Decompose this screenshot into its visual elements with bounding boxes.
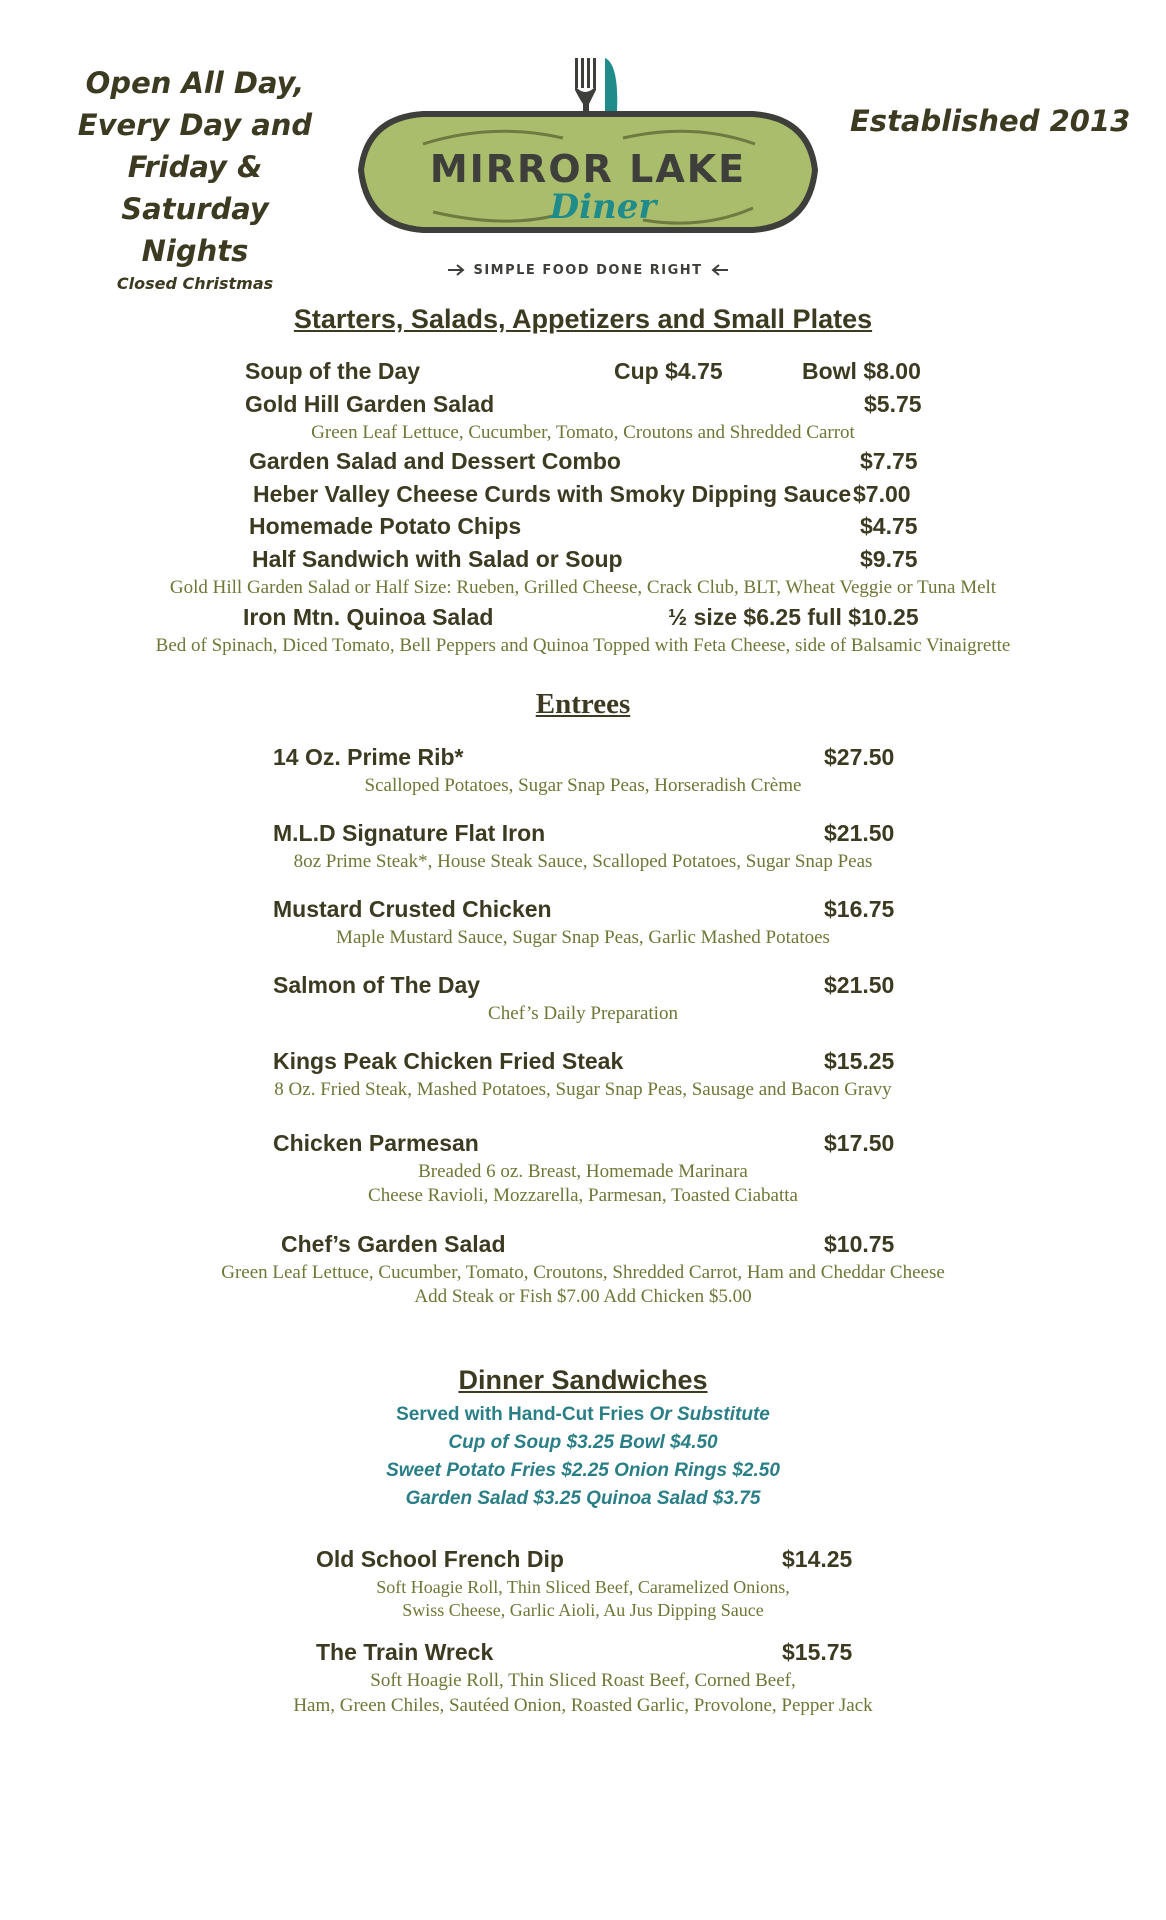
served-with-line [0,1404,1166,1426]
entree-name: Mustard Crusted Chicken [273,896,552,922]
entree-description: Maple Mustard Sauce, Sugar Snap Peas, Garlic Mashed Potatoes [336,927,830,948]
soup-bowl-price: Bowl $8.00 [802,358,921,384]
arrow-icon [713,265,728,275]
entree-name: Salmon of The Day [273,972,481,998]
item-price: $7.00 [853,481,911,507]
item-name: Garden Salad and Dessert Combo [249,448,621,474]
item-name: Half Sandwich with Salad or Soup [252,546,623,572]
entree-description: Cheese Ravioli, Mozzarella, Parmesan, Toasted Ciabatta [368,1185,798,1206]
item-description: Green Leaf Lettuce, Cucumber, Tomato, Croutons and Shredded Carrot [311,422,855,443]
entree-price: $17.50 [824,1130,895,1156]
sandwich-name: The Train Wreck [316,1639,494,1665]
sandwich-description: Ham, Green Chiles, Sautéed Onion, Roasted Garlic, Provolone, Pepper Jack [293,1695,873,1716]
served-with-text: Served with Hand-Cut Fries [396,1404,645,1425]
item-price: $9.75 [860,546,918,572]
entree-price: $21.50 [824,972,895,998]
entrees-title: Entrees [535,688,631,720]
sandwich-description: Swiss Cheese, Garlic Aioli, Au Jus Dipping Sauce [402,1600,764,1620]
entree-price: $10.75 [824,1231,895,1257]
hours-line: Every Day and [77,108,313,142]
entree-description: 8 Oz. Fried Steak, Mashed Potatoes, Sugar Snap Peas, Sausage and Bacon Gravy [274,1079,892,1100]
entree-description: Green Leaf Lettuce, Cucumber, Tomato, Croutons, Shredded Carrot, Ham and Cheddar Cheese [221,1262,945,1283]
logo-script: Diner [549,187,657,227]
entree-name: Chicken Parmesan [273,1130,479,1156]
substitute-option: Sweet Potato Fries $2.25 Onion Rings $2.50 [386,1460,780,1481]
soup-name: Soup of the Day [245,358,421,384]
sandwich-name: Old School French Dip [316,1546,564,1572]
sandwich-price: $15.75 [782,1639,853,1665]
entree-name: Kings Peak Chicken Fried Steak [273,1048,624,1074]
established-text: Established 2013 [850,104,1131,138]
entree-description: Breaded 6 oz. Breast, Homemade Marinara [418,1161,748,1182]
item-price: $7.75 [860,448,918,474]
entree-name: 14 Oz. Prime Rib* [273,744,464,770]
logo-name: MIRROR LAKE [429,147,747,191]
hours-line: Friday & [127,150,263,184]
mirror-lake-diner-logo [353,52,823,288]
entree-description: Add Steak or Fish $7.00 Add Chicken $5.00 [414,1286,752,1307]
sandwich-description: Soft Hoagie Roll, Thin Sliced Beef, Caramelized Onions, [376,1577,790,1597]
item-price: ½ size $6.25 full $10.25 [668,604,919,630]
arrow-icon [448,265,463,275]
entree-description: Chef’s Daily Preparation [488,1003,678,1024]
substitute-option: Cup of Soup $3.25 Bowl $4.50 [448,1432,718,1453]
logo-tagline: SIMPLE FOOD DONE RIGHT [473,263,703,278]
entree-description: 8oz Prime Steak*, House Steak Sauce, Scalloped Potatoes, Sugar Snap Peas [293,851,873,872]
sandwich-price: $14.25 [782,1546,853,1572]
hours-block [70,62,320,296]
or-substitute-text: Or Substitute [649,1404,770,1425]
entree-name: M.L.D Signature Flat Iron [273,820,546,846]
starters-title: Starters, Salads, Appetizers and Small Plates [293,304,873,334]
entree-price: $27.50 [824,744,895,770]
hours-line: Open All Day, [85,66,305,100]
entree-name: Chef’s Garden Salad [281,1231,506,1257]
entree-price: $15.25 [824,1048,895,1074]
closed-note: Closed Christmas [116,274,274,293]
substitute-option: Garden Salad $3.25 Quinoa Salad $3.75 [405,1488,761,1509]
item-name: Iron Mtn. Quinoa Salad [243,604,494,630]
entree-price: $21.50 [824,820,895,846]
hours-line: Saturday Nights [121,192,269,268]
sandwiches-title: Dinner Sandwiches [458,1365,708,1395]
item-name: Heber Valley Cheese Curds with Smoky Dipping Sauce [253,481,852,507]
item-name: Gold Hill Garden Salad [245,391,495,417]
entree-description: Scalloped Potatoes, Sugar Snap Peas, Horseradish Crème [364,775,802,796]
entree-price: $16.75 [824,896,895,922]
item-price: $4.75 [860,513,918,539]
item-description: Bed of Spinach, Diced Tomato, Bell Peppers and Quinoa Topped with Feta Cheese, side of Balsamic Vinaigrette [155,635,1011,656]
soup-cup-price: Cup $4.75 [614,358,723,384]
sandwich-description: Soft Hoagie Roll, Thin Sliced Roast Beef, Corned Beef, [370,1670,796,1691]
item-name: Homemade Potato Chips [249,513,522,539]
item-price: $5.75 [864,391,922,417]
item-description: Gold Hill Garden Salad or Half Size: Rueben, Grilled Cheese, Crack Club, BLT, Wheat Veggie or Tuna Melt [169,577,997,598]
